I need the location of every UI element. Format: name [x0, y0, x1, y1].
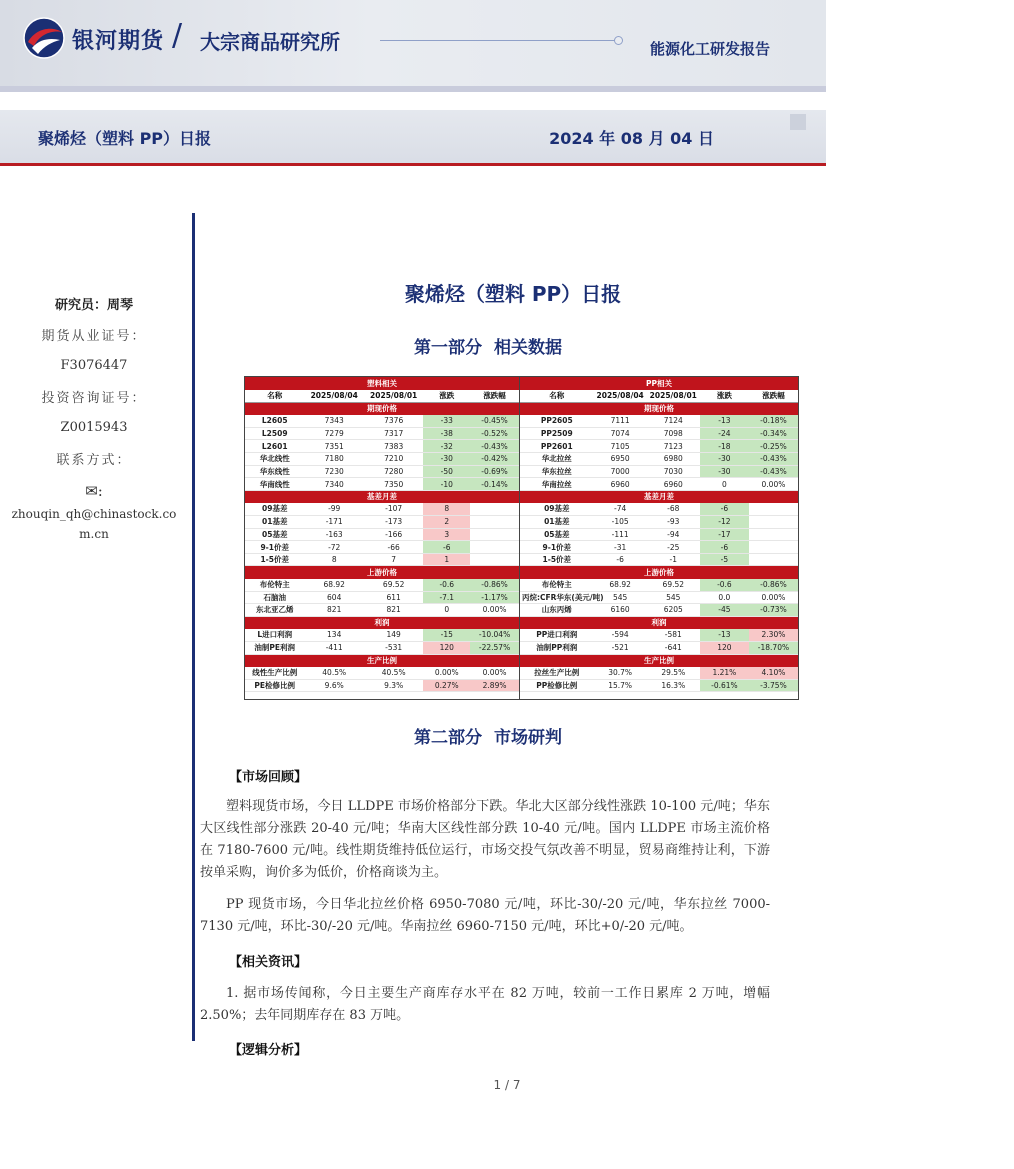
value-previous: 16.3%: [647, 679, 700, 692]
value-change-pct: -0.42%: [470, 453, 519, 466]
table-row: [520, 604, 798, 617]
value-current: 68.92: [304, 579, 363, 592]
pp-data-table: [520, 377, 798, 692]
value-change-pct: -0.43%: [749, 453, 798, 466]
value-current: -99: [304, 503, 363, 516]
value-change-pct: -0.52%: [470, 427, 519, 440]
value-change: -30: [700, 465, 749, 478]
row-name: 09基差: [245, 503, 304, 516]
section-1-number: 第一部分: [414, 338, 482, 358]
value-current: 8: [304, 553, 363, 566]
table-title: PP相关: [520, 377, 798, 390]
row-name: L进口利润: [245, 629, 304, 642]
value-current: 7074: [594, 427, 647, 440]
value-previous: -581: [647, 629, 700, 642]
value-current: -111: [594, 528, 647, 541]
row-name: 01基差: [520, 516, 594, 529]
value-previous: 7280: [364, 465, 423, 478]
table-row: [245, 553, 519, 566]
row-name: 山东丙烯: [520, 604, 594, 617]
value-change: -50: [423, 465, 470, 478]
value-change-pct: -0.25%: [749, 440, 798, 453]
value-previous: 40.5%: [364, 667, 423, 680]
value-current: -171: [304, 516, 363, 529]
market-review-heading: 【市场回顾】: [229, 770, 308, 785]
table-row: [520, 465, 798, 478]
header-band: [0, 0, 826, 92]
table-title: 塑料相关: [245, 377, 519, 390]
table-row: [245, 478, 519, 491]
value-previous: 29.5%: [647, 667, 700, 680]
value-change-pct: [749, 516, 798, 529]
section-header: 生产比例: [520, 654, 798, 667]
value-change-pct: [749, 541, 798, 554]
value-current: 40.5%: [304, 667, 363, 680]
plastic-table: [245, 377, 519, 692]
news-heading: 【相关资讯】: [229, 955, 308, 970]
value-change: 0.00%: [423, 667, 470, 680]
analyst-name: 研究员：周琴: [54, 298, 133, 313]
value-change: 120: [423, 641, 470, 654]
value-change-pct: -10.04%: [470, 629, 519, 642]
value-current: 6950: [594, 453, 647, 466]
table-row: [520, 641, 798, 654]
value-change: -45: [700, 604, 749, 617]
value-previous: 7098: [647, 427, 700, 440]
column-header-3: 涨跌: [700, 390, 749, 403]
column-header-1: 2025/08/04: [304, 390, 363, 403]
band-deco-square: [790, 114, 806, 130]
table-row: [520, 579, 798, 592]
value-current: 15.7%: [594, 679, 647, 692]
value-change-pct: [749, 553, 798, 566]
consult-number: Z0015943: [60, 420, 128, 435]
table-row: [245, 516, 519, 529]
sidebar-divider: [192, 213, 195, 1041]
table-row: [520, 516, 798, 529]
column-header-4: 涨跌幅: [749, 390, 798, 403]
value-previous: -94: [647, 528, 700, 541]
consult-label: 投资咨询证号：: [41, 391, 147, 406]
value-change: -0.6: [423, 579, 470, 592]
market-review-paragraph-1: 塑料现货市场，今日 LLDPE 市场价格部分下跌。华北大区部分线性涨跌 10-100 元/吨；华东大区线性部分涨跌 20-40 元/吨；华南大区线性部分跌 10-40 元/吨。国内 LLDPE 市场主流价格在 7180-7600 元/吨。线性期货维持低位运行，市场交投气氛改善不明显，贸易商维持让利，下游按单采购，询价多为低价，价格商谈为主。: [200, 799, 770, 880]
value-change-pct: -0.18%: [749, 415, 798, 428]
analyst-sidebar: [0, 294, 188, 544]
section-header: 基差月差: [520, 490, 798, 503]
table-row: [245, 629, 519, 642]
value-current: 821: [304, 604, 363, 617]
value-change: 0.27%: [423, 679, 470, 692]
value-change-pct: [470, 541, 519, 554]
section-2-name: 市场研判: [494, 728, 562, 748]
value-current: 9.6%: [304, 679, 363, 692]
section-2-number: 第二部分: [414, 728, 482, 748]
table-row: [520, 415, 798, 428]
row-name: 09基差: [520, 503, 594, 516]
band-title: 聚烯烃（塑料 PP）日报: [38, 129, 212, 148]
value-change: -7.1: [423, 591, 470, 604]
report-date: 2024 年 08 月 04 日: [549, 129, 714, 148]
section-header-row: [520, 566, 798, 579]
value-previous: 7030: [647, 465, 700, 478]
value-change: -30: [423, 453, 470, 466]
table-row: [520, 553, 798, 566]
row-name: L2605: [245, 415, 304, 428]
value-previous: 545: [647, 591, 700, 604]
value-change: 3: [423, 528, 470, 541]
value-change: -0.61%: [700, 679, 749, 692]
value-current: -105: [594, 516, 647, 529]
page-number: 1 / 7: [493, 1078, 521, 1092]
value-current: 6160: [594, 604, 647, 617]
section-header-row: [245, 566, 519, 579]
value-change-pct: -18.70%: [749, 641, 798, 654]
value-current: 604: [304, 591, 363, 604]
section-header-row: [245, 616, 519, 629]
value-change-pct: 0.00%: [470, 604, 519, 617]
column-header-0: 名称: [245, 390, 304, 403]
column-header-3: 涨跌: [423, 390, 470, 403]
value-change: -38: [423, 427, 470, 440]
value-change-pct: -0.86%: [749, 579, 798, 592]
value-current: 7351: [304, 440, 363, 453]
table-row: [520, 629, 798, 642]
table-title-row: [520, 377, 798, 390]
section-header-row: [520, 490, 798, 503]
value-change: -6: [700, 541, 749, 554]
institute-name: 大宗商品研究所: [200, 30, 340, 54]
row-name: PP检修比例: [520, 679, 594, 692]
value-change-pct: 2.30%: [749, 629, 798, 642]
table-header-row: [520, 390, 798, 403]
value-change-pct: -0.69%: [470, 465, 519, 478]
analyst-email[interactable]: zhouqin_qh@chinastock.com.cn: [11, 507, 177, 541]
table-row: [520, 440, 798, 453]
value-current: -163: [304, 528, 363, 541]
value-previous: 7123: [647, 440, 700, 453]
table-row: [520, 427, 798, 440]
brand-divider: /: [172, 18, 183, 53]
value-change: -15: [423, 629, 470, 642]
value-previous: 7350: [364, 478, 423, 491]
value-change-pct: -1.17%: [470, 591, 519, 604]
value-change: -6: [700, 503, 749, 516]
section-header: 期现价格: [520, 402, 798, 415]
table-row: [520, 528, 798, 541]
value-current: -74: [594, 503, 647, 516]
row-name: 东北亚乙烯: [245, 604, 304, 617]
value-current: 7279: [304, 427, 363, 440]
value-change-pct: [470, 516, 519, 529]
value-change: -13: [700, 415, 749, 428]
table-row: [245, 528, 519, 541]
row-name: 1-5价差: [520, 553, 594, 566]
value-change: 1: [423, 553, 470, 566]
value-previous: 7210: [364, 453, 423, 466]
row-name: 华南线性: [245, 478, 304, 491]
value-previous: 7383: [364, 440, 423, 453]
table-row: [245, 591, 519, 604]
row-name: 华北线性: [245, 453, 304, 466]
table-row: [245, 465, 519, 478]
section-header-row: [245, 402, 519, 415]
value-current: 7111: [594, 415, 647, 428]
table-row: [520, 667, 798, 680]
row-name: 线性生产比例: [245, 667, 304, 680]
value-current: 7000: [594, 465, 647, 478]
table-row: [245, 679, 519, 692]
row-name: 布伦特主: [245, 579, 304, 592]
section-header: 生产比例: [245, 654, 519, 667]
section-header-row: [245, 490, 519, 503]
value-change-pct: -0.34%: [749, 427, 798, 440]
value-change: -30: [700, 453, 749, 466]
row-name: 华东线性: [245, 465, 304, 478]
value-change: -32: [423, 440, 470, 453]
value-change-pct: 0.00%: [470, 667, 519, 680]
section-header-row: [520, 654, 798, 667]
plastic-data-table: [245, 377, 519, 692]
section-header: 上游价格: [245, 566, 519, 579]
section-header: 利润: [520, 616, 798, 629]
value-current: 545: [594, 591, 647, 604]
column-header-2: 2025/08/01: [647, 390, 700, 403]
title-band: [0, 110, 826, 166]
value-change-pct: -22.57%: [470, 641, 519, 654]
value-previous: 7317: [364, 427, 423, 440]
value-previous: 7376: [364, 415, 423, 428]
row-name: PE检修比例: [245, 679, 304, 692]
table-title-row: [245, 377, 519, 390]
row-name: 拉丝生产比例: [520, 667, 594, 680]
section-header-row: [520, 402, 798, 415]
section-1-name: 相关数据: [494, 338, 562, 358]
value-previous: -66: [364, 541, 423, 554]
value-previous: -68: [647, 503, 700, 516]
section-1-title: [200, 333, 776, 358]
table-row: [520, 503, 798, 516]
value-change: -5: [700, 553, 749, 566]
column-header-4: 涨跌幅: [470, 390, 519, 403]
row-name: 9-1价差: [245, 541, 304, 554]
table-row: [245, 604, 519, 617]
logic-heading: 【逻辑分析】: [229, 1043, 308, 1058]
value-change-pct: [470, 503, 519, 516]
row-name: 9-1价差: [520, 541, 594, 554]
pp-table: [520, 377, 798, 692]
table-row: [520, 478, 798, 491]
value-previous: 149: [364, 629, 423, 642]
table-row: [245, 415, 519, 428]
table-row: [520, 591, 798, 604]
column-header-2: 2025/08/01: [364, 390, 423, 403]
value-previous: 69.52: [364, 579, 423, 592]
galaxy-logo-icon: [22, 16, 66, 60]
value-current: -594: [594, 629, 647, 642]
value-previous: 7124: [647, 415, 700, 428]
header-deco-line: [380, 40, 620, 41]
value-change-pct: -0.86%: [470, 579, 519, 592]
row-name: PP2605: [520, 415, 594, 428]
value-current: -6: [594, 553, 647, 566]
table-row: [245, 503, 519, 516]
table-row: [520, 541, 798, 554]
value-change-pct: [470, 528, 519, 541]
value-change-pct: [470, 553, 519, 566]
value-previous: 69.52: [647, 579, 700, 592]
row-name: PP2509: [520, 427, 594, 440]
value-change: -6: [423, 541, 470, 554]
value-current: 7230: [304, 465, 363, 478]
value-current: -411: [304, 641, 363, 654]
section-header-row: [520, 616, 798, 629]
header-stripe: [0, 86, 826, 92]
row-name: 05基差: [245, 528, 304, 541]
value-change: -17: [700, 528, 749, 541]
value-change: 0.0: [700, 591, 749, 604]
value-previous: -166: [364, 528, 423, 541]
value-change-pct: [749, 528, 798, 541]
table-row: [245, 427, 519, 440]
value-change: -18: [700, 440, 749, 453]
contact-label: 联系方式：: [56, 453, 132, 468]
title-band-underline: [0, 163, 826, 166]
value-previous: 6960: [647, 478, 700, 491]
value-current: -31: [594, 541, 647, 554]
row-name: 华东拉丝: [520, 465, 594, 478]
row-name: 布伦特主: [520, 579, 594, 592]
value-change-pct: -3.75%: [749, 679, 798, 692]
news-paragraph-1: 1. 据市场传闻称，今日主要生产商库存水平在 82 万吨，较前一工作日累库 2 万吨，增幅 2.50%；去年同期库存在 83 万吨。: [200, 986, 770, 1023]
value-previous: -25: [647, 541, 700, 554]
value-current: 7180: [304, 453, 363, 466]
value-previous: -1: [647, 553, 700, 566]
value-previous: 9.3%: [364, 679, 423, 692]
value-change: 2: [423, 516, 470, 529]
column-header-0: 名称: [520, 390, 594, 403]
value-current: 7340: [304, 478, 363, 491]
value-current: 6960: [594, 478, 647, 491]
value-change-pct: 0.00%: [749, 591, 798, 604]
section-header: 基差月差: [245, 490, 519, 503]
value-previous: -531: [364, 641, 423, 654]
table-row: [520, 453, 798, 466]
row-name: 石脑油: [245, 591, 304, 604]
value-change: -13: [700, 629, 749, 642]
value-change: 0: [700, 478, 749, 491]
value-change-pct: -0.43%: [749, 465, 798, 478]
row-name: 油制PP利润: [520, 641, 594, 654]
value-current: 30.7%: [594, 667, 647, 680]
value-change: 8: [423, 503, 470, 516]
value-previous: 611: [364, 591, 423, 604]
value-previous: 6205: [647, 604, 700, 617]
row-name: PP进口利润: [520, 629, 594, 642]
page-title: 聚烯烃（塑料 PP）日报: [404, 282, 622, 306]
section-header: 上游价格: [520, 566, 798, 579]
value-previous: 7: [364, 553, 423, 566]
row-name: 01基差: [245, 516, 304, 529]
value-previous: -641: [647, 641, 700, 654]
section-header: 期现价格: [245, 402, 519, 415]
license-number: F3076447: [60, 358, 128, 373]
value-previous: -107: [364, 503, 423, 516]
report-type: 能源化工研发报告: [649, 40, 770, 58]
brand-name: 银河期货: [72, 29, 165, 54]
value-change-pct: -0.45%: [470, 415, 519, 428]
value-change: -24: [700, 427, 749, 440]
value-change: 120: [700, 641, 749, 654]
table-row: [245, 579, 519, 592]
row-name: 05基差: [520, 528, 594, 541]
table-row: [520, 679, 798, 692]
mail-icon: ✉:: [85, 482, 103, 500]
section-2-title: [200, 723, 776, 748]
row-name: 1-5价差: [245, 553, 304, 566]
license-label: 期货从业证号：: [41, 329, 147, 344]
value-previous: 821: [364, 604, 423, 617]
value-previous: 6980: [647, 453, 700, 466]
value-change-pct: [749, 503, 798, 516]
row-name: L2509: [245, 427, 304, 440]
value-change: 0: [423, 604, 470, 617]
table-header-row: [245, 390, 519, 403]
value-change-pct: 4.10%: [749, 667, 798, 680]
table-row: [245, 667, 519, 680]
market-review-paragraph-2: PP 现货市场，今日华北拉丝价格 6950-7080 元/吨，环比-30/-20 元/吨，华东拉丝 7000-7130 元/吨，环比-30/-20 元/吨。华南拉丝 6960-7150 元/吨，环比+0/-20 元/吨。: [200, 897, 770, 934]
value-current: -72: [304, 541, 363, 554]
value-previous: -93: [647, 516, 700, 529]
value-change-pct: -0.14%: [470, 478, 519, 491]
value-current: 134: [304, 629, 363, 642]
value-current: 7343: [304, 415, 363, 428]
row-name: 丙烷:CFR华东(美元/吨): [522, 592, 604, 602]
value-current: 68.92: [594, 579, 647, 592]
section-header: 利润: [245, 616, 519, 629]
value-change: -10: [423, 478, 470, 491]
value-change: 1.21%: [700, 667, 749, 680]
value-change-pct: 0.00%: [749, 478, 798, 491]
table-row: [245, 541, 519, 554]
header-deco-dot: [614, 36, 623, 45]
value-change-pct: -0.73%: [749, 604, 798, 617]
column-header-1: 2025/08/04: [594, 390, 647, 403]
row-name: L2601: [245, 440, 304, 453]
row-name: 油制PE利润: [245, 641, 304, 654]
value-current: -521: [594, 641, 647, 654]
table-row: [245, 453, 519, 466]
value-current: 7105: [594, 440, 647, 453]
value-change: -33: [423, 415, 470, 428]
value-previous: -173: [364, 516, 423, 529]
section-header-row: [245, 654, 519, 667]
table-row: [245, 641, 519, 654]
value-change: -0.6: [700, 579, 749, 592]
value-change-pct: 2.89%: [470, 679, 519, 692]
value-change: -12: [700, 516, 749, 529]
value-change-pct: -0.43%: [470, 440, 519, 453]
row-name: 华南拉丝: [520, 478, 594, 491]
row-name: PP2601: [520, 440, 594, 453]
table-row: [245, 440, 519, 453]
row-name: 华北拉丝: [520, 453, 594, 466]
